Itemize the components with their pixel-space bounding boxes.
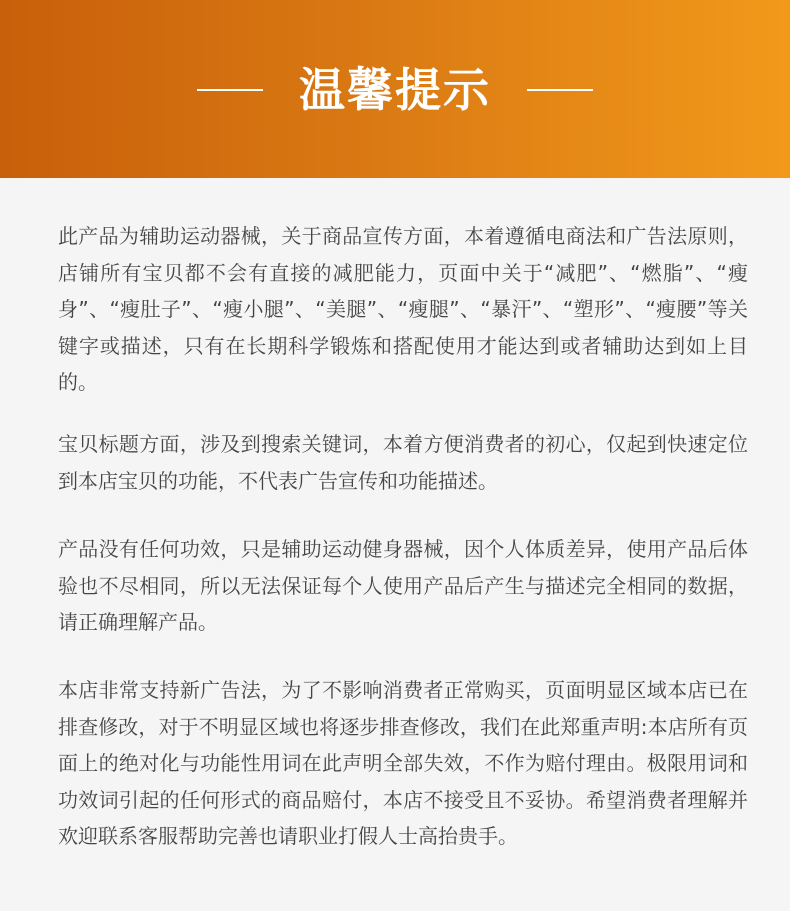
notice-paragraph-2: 宝贝标题方面，涉及到搜索关键词，本着方便消费者的初心，仅起到快速定位到本店宝贝的功能，不代表广告宣传和功能描述。 [58,432,748,493]
page-title: 温馨提示 [299,63,491,117]
header-title-row [0,60,790,120]
notice-content [0,178,790,911]
notice-paragraph-3: 产品没有任何功效，只是辅助运动健身器械，因个人体质差异，使用产品后体验也不尽相同，所以无法保证每个人使用产品后产生与描述完全相同的数据，请正确理解产品。 [58,537,748,634]
left-decorative-rule [197,89,263,91]
right-decorative-rule [527,89,593,91]
notice-paragraph-4: 本店非常支持新广告法，为了不影响消费者正常购买，页面明显区域本店已在排查修改，对于不明显区域也将逐步排查修改，我们在此郑重声明:本店所有页面上的绝对化与功能性用词在此声明全部失效，不作为赔付理由。极限用词和功效词引起的任何形式的商品赔付，本店不接受且不妥协。希望消费者理解并欢迎联系客服帮助完善也请职业打假人士高抬贵手。 [58,678,748,848]
notice-paragraph-1: 此产品为辅助运动器械，关于商品宣传方面，本着遵循电商法和广告法原则，店铺所有宝贝都不会有直接的减肥能力，页面中关于“减肥”、“燃脂”、“瘦身”、“瘦肚子”、“瘦小腿”、“美腿”、“瘦腿”、“暴汗”、“塑形”、“瘦腰”等关键字或描述，只有在长期科学锻炼和搭配使用才能达到或者辅助达到如上目的。 [58,224,748,394]
header-banner [0,0,790,178]
